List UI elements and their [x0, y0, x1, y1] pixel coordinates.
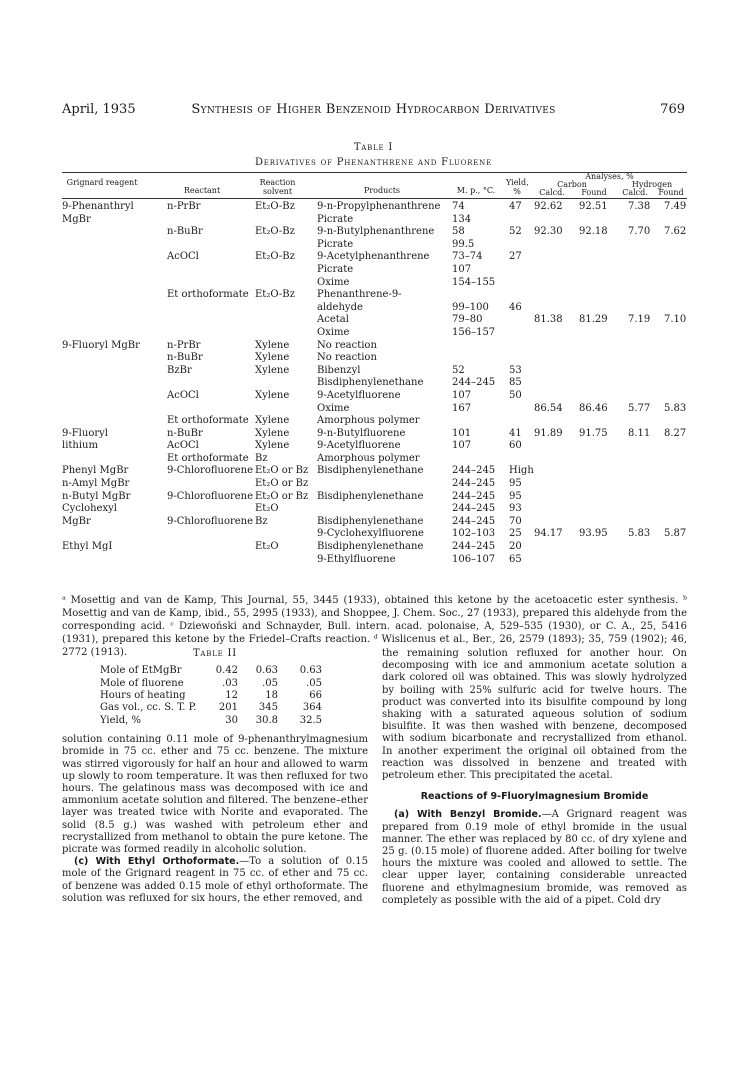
table-row	[62, 465, 687, 478]
product-cell: Acetal	[317, 314, 349, 326]
mp-cell: 244–245	[452, 377, 496, 389]
product-cell: Bibenzyl	[317, 364, 361, 376]
carbon-found-cell: 93.95	[579, 528, 608, 540]
mp-cell: 99.5	[452, 238, 475, 250]
reactant-cell: n-BuBr	[167, 226, 203, 238]
header-grignard: Grignard reagent	[66, 178, 138, 187]
yield-cell: 47	[509, 201, 522, 212]
mp-cell: 99–100	[452, 301, 489, 313]
table1-top-rule	[62, 172, 687, 173]
yield-cell: 52	[509, 226, 522, 238]
value-cell: .05	[306, 677, 322, 689]
carbon-found-cell: 92.18	[579, 226, 608, 238]
product-cell: Amorphous polymer	[317, 452, 420, 464]
running-header	[62, 102, 685, 122]
hydrogen-calcd-cell: 7.38	[628, 201, 651, 212]
product-cell: Picrate	[317, 263, 354, 275]
value-cell: 0.42	[215, 665, 238, 677]
header-yield: Yield, %	[506, 178, 529, 196]
carbon-calcd-cell: 92.30	[534, 226, 563, 238]
mp-cell: 52	[452, 364, 465, 376]
value-cell: 0.63	[255, 665, 278, 677]
header-title: Synthesis of Higher Benzenoid Hydrocarbon Derivatives	[191, 102, 556, 117]
carbon-found-cell: 81.29	[579, 314, 608, 326]
value-cell: 66	[309, 689, 322, 701]
header-mp: M. p., °C.	[456, 186, 496, 195]
hydrogen-found-cell: 5.83	[664, 402, 687, 414]
grignard-cell: lithium	[62, 440, 98, 452]
table1-body	[62, 201, 687, 566]
product-cell: Bisdiphenylenethane	[317, 515, 424, 527]
product-cell: Oxime	[317, 402, 350, 414]
product-cell: 9-n-Butylfluorene	[317, 427, 406, 439]
solvent-cell: Bz	[255, 515, 268, 527]
solvent-cell: Et₂O-Bz	[255, 201, 295, 212]
mp-cell: 156–157	[452, 326, 496, 338]
table1-subtitle: Derivatives of Phenanthrene and Fluorene	[254, 157, 492, 168]
table-row	[62, 665, 368, 677]
yield-cell: 65	[509, 553, 522, 565]
table-row	[62, 516, 687, 529]
yield-cell: 85	[509, 377, 522, 389]
yield-cell: 27	[509, 251, 522, 263]
table-row	[62, 239, 687, 252]
hydrogen-found-cell: 5.87	[664, 528, 687, 540]
reactant-cell: AcOCl	[167, 251, 199, 263]
reactant-cell: n-PrBr	[167, 339, 201, 351]
mp-cell: 101	[452, 427, 472, 439]
table1-label: Table I	[353, 142, 394, 153]
table-row	[62, 340, 687, 353]
mp-cell: 244–245	[452, 541, 496, 553]
product-cell: Oxime	[317, 276, 350, 288]
product-cell: 9-Ethylfluorene	[317, 553, 396, 565]
product-cell: 9-Acetylphenanthrene	[317, 251, 430, 263]
product-cell: 9-Acetylfluorene	[317, 389, 401, 401]
reactant-cell: AcOCl	[167, 440, 199, 452]
mp-cell: 107	[452, 263, 472, 275]
table-row	[62, 478, 687, 491]
table-row	[62, 277, 687, 290]
value-cell: 12	[225, 689, 238, 701]
product-cell: 9-n-Propylphenanthrene	[317, 201, 441, 212]
value-cell: 345	[258, 702, 278, 714]
table1-footnotes: ᵃ Mosettig and van de Kamp, This Journal, 55, 3445 (1933), obtained this ketone by the acetoacetic ester synthesis. ᵇ Mosettig and van de Kamp, ibid., 55, 2995 (1933), and Shoppee, J. Chem. Soc., 27 (1933), prepared this aldehyde from the corresponding acid. ᶜ Dziewoński and Schnayder, Bull. intern. acad. polonaise, A, 529–535 (1930), or C. A., 25, 5416 (1931), prepared this ketone by the Friedel–Crafts reaction. ᵈ Wislicenus et al., Ber., 26, 2579 (1893); 35, 759 (1902); 46, 2772 (1913).	[62, 595, 687, 658]
carbon-calcd-cell: 92.62	[534, 201, 563, 212]
yield-cell: 93	[509, 503, 522, 515]
hydrogen-found-cell: 7.62	[664, 226, 687, 238]
hydrogen-calcd-cell: 5.77	[628, 402, 651, 414]
header-carbon-calcd: Calcd.	[539, 188, 565, 197]
table2-body	[62, 665, 368, 727]
product-cell: Bisdiphenylenethane	[317, 377, 424, 389]
reactant-cell: BzBr	[167, 364, 192, 376]
solvent-cell: Et₂O or Bz	[255, 465, 309, 477]
carbon-found-cell: 86.46	[579, 402, 608, 414]
reactant-cell: n-PrBr	[167, 201, 201, 212]
yield-cell: 20	[509, 541, 522, 553]
mp-cell: 107	[452, 389, 472, 401]
table2-label: Table II	[192, 648, 238, 659]
mp-cell: 79–80	[452, 314, 483, 326]
table-row	[62, 377, 687, 390]
mp-cell: 73–74	[452, 251, 483, 263]
table-row	[62, 314, 687, 327]
mp-cell: 244–245	[452, 490, 496, 502]
carbon-calcd-cell: 86.54	[534, 402, 563, 414]
hydrogen-calcd-cell: 7.70	[628, 226, 651, 238]
table-row	[62, 289, 687, 302]
grignard-cell: 9-Phenanthryl	[62, 201, 134, 212]
table1-header-rule	[62, 198, 687, 199]
value-cell: 30.8	[255, 714, 278, 726]
product-cell: No reaction	[317, 339, 377, 351]
table-row	[62, 678, 368, 690]
grignard-cell: MgBr	[62, 213, 91, 225]
grignard-cell: n-Amyl MgBr	[62, 478, 130, 490]
header-hydrogen-found: Found	[658, 188, 684, 197]
mp-cell: 74	[452, 201, 465, 212]
hydrogen-calcd-cell: 5.83	[628, 528, 651, 540]
hydrogen-found-cell: 7.10	[664, 314, 687, 326]
header-date: April, 1935	[62, 102, 136, 117]
value-cell: 201	[218, 702, 238, 714]
product-cell: No reaction	[317, 352, 377, 364]
solvent-cell: Et₂O-Bz	[255, 251, 295, 263]
table-row	[62, 415, 687, 428]
table-row	[62, 491, 687, 504]
mp-cell: 134	[452, 213, 472, 225]
right-paragraph-2	[382, 809, 687, 907]
yield-cell: 95	[509, 478, 522, 490]
grignard-cell: Ethyl MgI	[62, 541, 113, 553]
value-cell: 30	[225, 714, 238, 726]
carbon-found-cell: 91.75	[579, 427, 608, 439]
header-carbon: Carbon	[557, 180, 587, 189]
yield-cell: 25	[509, 528, 522, 540]
left-paragraph-1: solution containing 0.11 mole of 9-phenanthrylmagnesium bromide in 75 cc. ether and 75 cc. benzene. The mixture was stirred vigorously for half an hour and allowed to warm up slowly to room temperature. It was then refluxed for two hours. The gelatinous mass was decomposed with ice and ammonium acetate solution and filtered. The benzene–ether layer was treated twice with Norite and evaporated. The solid (8.5 g.) was washed with petroleum ether and recrystallized from methanol to obtain the pure ketone. The picrate was formed readily in alcoholic solution.	[62, 734, 368, 855]
hydrogen-calcd-cell: 8.11	[628, 427, 651, 439]
carbon-found-cell: 92.51	[579, 201, 608, 212]
table-row	[62, 503, 687, 516]
value-cell: 0.63	[299, 665, 322, 677]
table-row	[62, 428, 687, 441]
product-cell: Phenanthrene-9-	[317, 289, 402, 301]
reactant-cell: Et orthoformate	[167, 415, 249, 427]
row-label-cell: Gas vol., cc. S. T. P.	[100, 702, 197, 714]
value-cell: .03	[222, 677, 238, 689]
table-row	[62, 302, 687, 315]
table-row	[62, 403, 687, 416]
header-hydrogen: Hydrogen	[631, 180, 673, 189]
grignard-cell: 9-Fluoryl MgBr	[62, 339, 140, 351]
table-row	[62, 327, 687, 340]
carbon-calcd-cell: 81.38	[534, 314, 563, 326]
right-column	[382, 648, 687, 907]
row-label-cell: Hours of heating	[100, 689, 186, 701]
grignard-cell: 9-Fluoryl	[62, 427, 108, 439]
reactant-cell: AcOCl	[167, 389, 199, 401]
table-row	[62, 390, 687, 403]
solvent-cell: Xylene	[255, 440, 290, 452]
mp-cell: 102–103	[452, 528, 496, 540]
left-paragraph-2	[62, 856, 368, 905]
table-row	[62, 453, 687, 466]
table-row	[62, 440, 687, 453]
hydrogen-calcd-cell: 7.19	[628, 314, 651, 326]
row-label-cell: Mole of EtMgBr	[100, 665, 182, 677]
solvent-cell: Et₂O-Bz	[255, 226, 295, 238]
left-paragraph-2-text: —To a solution of 0.15 mole of the Grignard reagent in 75 cc. of ether and 75 cc. of benzene was added 0.15 mole of ethyl orthoformate. The solution was refluxed for six hours, the ether removed, and	[62, 856, 369, 904]
reactant-cell: n-BuBr	[167, 352, 203, 364]
value-cell: 18	[265, 689, 278, 701]
table-row	[62, 715, 368, 727]
yield-cell: 60	[509, 440, 522, 452]
reactant-cell: Et orthoformate	[167, 452, 249, 464]
grignard-cell: Cyclohexyl	[62, 503, 117, 515]
mp-cell: 244–245	[452, 478, 496, 490]
solvent-cell: Xylene	[255, 352, 290, 364]
table-row	[62, 541, 687, 554]
mp-cell: 106–107	[452, 553, 496, 565]
header-hydrogen-calcd: Calcd.	[622, 188, 648, 197]
carbon-calcd-cell: 94.17	[534, 528, 563, 540]
yield-cell: 50	[509, 389, 522, 401]
value-cell: 364	[302, 702, 322, 714]
value-cell: .05	[262, 677, 278, 689]
header-carbon-found: Found	[581, 188, 607, 197]
left-paragraph-2-heading: (c) With Ethyl Orthoformate.	[74, 856, 240, 868]
section-heading: Reactions of 9-Fluorylmagnesium Bromide	[420, 791, 649, 803]
solvent-cell: Et₂O	[255, 503, 279, 515]
grignard-cell: MgBr	[62, 515, 91, 527]
table-row	[62, 251, 687, 264]
product-cell: 9-n-Butylphenanthrene	[317, 226, 435, 238]
right-paragraph-1: the remaining solution refluxed for another hour. On decomposing with ice and ammonium acetate solution a dark colored oil was obtained. This was slowly hydrolyzed by boiling with 25% sulfuric acid for twelve hours. The product was converted into its bisulfite compound by long shaking with a saturated aqueous solution of sodium bisulfite. It was then washed with benzene, decomposed with sodium bicarbonate and recrystallized from ethanol. In another experiment the original oil obtained from the reaction was dissolved in benzene and treated with petroleum ether. This precipitated the acetal.	[382, 648, 687, 782]
product-cell: Picrate	[317, 213, 354, 225]
mp-cell: 167	[452, 402, 472, 414]
reactant-cell: 9-Chlorofluorene	[167, 490, 254, 502]
product-cell: 9-Acetylfluorene	[317, 440, 401, 452]
hydrogen-found-cell: 7.49	[664, 201, 687, 212]
grignard-cell: n-Butyl MgBr	[62, 490, 131, 502]
mp-cell: 244–245	[452, 503, 496, 515]
carbon-calcd-cell: 91.89	[534, 427, 563, 439]
mp-cell: 58	[452, 226, 465, 238]
solvent-cell: Xylene	[255, 415, 290, 427]
row-label-cell: Mole of fluorene	[100, 677, 184, 689]
solvent-cell: Xylene	[255, 339, 290, 351]
product-cell: aldehyde	[317, 301, 363, 313]
table-row	[62, 365, 687, 378]
table-row	[62, 214, 687, 227]
solvent-cell: Xylene	[255, 364, 290, 376]
table-row	[62, 528, 687, 541]
yield-cell: 41	[509, 427, 522, 439]
page-number: 769	[660, 102, 685, 117]
yield-cell: 53	[509, 364, 522, 376]
header-analyses: Analyses, %	[585, 172, 634, 181]
table-row	[62, 352, 687, 365]
header-reactant: Reactant	[183, 186, 221, 195]
header-solvent: Reaction solvent	[259, 178, 296, 196]
solvent-cell: Et₂O or Bz	[255, 478, 309, 490]
product-cell: Bisdiphenylenethane	[317, 541, 424, 553]
grignard-cell: Phenyl MgBr	[62, 465, 129, 477]
product-cell: 9-Cyclohexylfluorene	[317, 528, 424, 540]
solvent-cell: Xylene	[255, 389, 290, 401]
reactant-cell: 9-Chlorofluorene	[167, 465, 254, 477]
header-products: Products	[363, 186, 401, 195]
right-paragraph-2-heading: (a) With Benzyl Bromide.	[394, 809, 542, 821]
yield-cell: 70	[509, 515, 522, 527]
product-cell: Bisdiphenylenethane	[317, 465, 424, 477]
right-paragraph-2-text: —A Grignard reagent was prepared from 0.19 mole of ethyl bromide in the usual manner. The ether was replaced by 80 cc. of dry xylene and 25 g. (0.15 mole) of fluorene added. After boiling for twelve hours the mixture was cooled and allowed to settle. The clear upper layer, containing considerable unreacted fluorene and ethylmagnesium bromide, was removed as completely as possible with the aid of a pipet. Cold dry	[382, 809, 687, 906]
left-column	[62, 648, 368, 905]
mp-cell: 244–245	[452, 465, 496, 477]
reactant-cell: 9-Chlorofluorene	[167, 515, 254, 527]
row-label-cell: Yield, %	[100, 714, 142, 726]
solvent-cell: Et₂O or Bz	[255, 490, 309, 502]
table-row	[62, 226, 687, 239]
solvent-cell: Et₂O-Bz	[255, 289, 295, 301]
yield-cell: 46	[509, 301, 522, 313]
solvent-cell: Xylene	[255, 427, 290, 439]
table-row	[62, 690, 368, 702]
product-cell: Oxime	[317, 326, 350, 338]
table-row	[62, 201, 687, 214]
yield-cell: High	[509, 465, 534, 477]
mp-cell: 154–155	[452, 276, 496, 288]
table-row	[62, 264, 687, 277]
product-cell: Amorphous polymer	[317, 415, 420, 427]
mp-cell: 107	[452, 440, 472, 452]
solvent-cell: Et₂O	[255, 541, 279, 553]
table-row	[62, 554, 687, 567]
yield-cell: 95	[509, 490, 522, 502]
mp-cell: 244–245	[452, 515, 496, 527]
product-cell: Bisdiphenylenethane	[317, 490, 424, 502]
solvent-cell: Bz	[255, 452, 268, 464]
reactant-cell: Et orthoformate	[167, 289, 249, 301]
hydrogen-found-cell: 8.27	[664, 427, 687, 439]
reactant-cell: n-BuBr	[167, 427, 203, 439]
value-cell: 32.5	[299, 714, 322, 726]
product-cell: Picrate	[317, 238, 354, 250]
table-row	[62, 702, 368, 714]
